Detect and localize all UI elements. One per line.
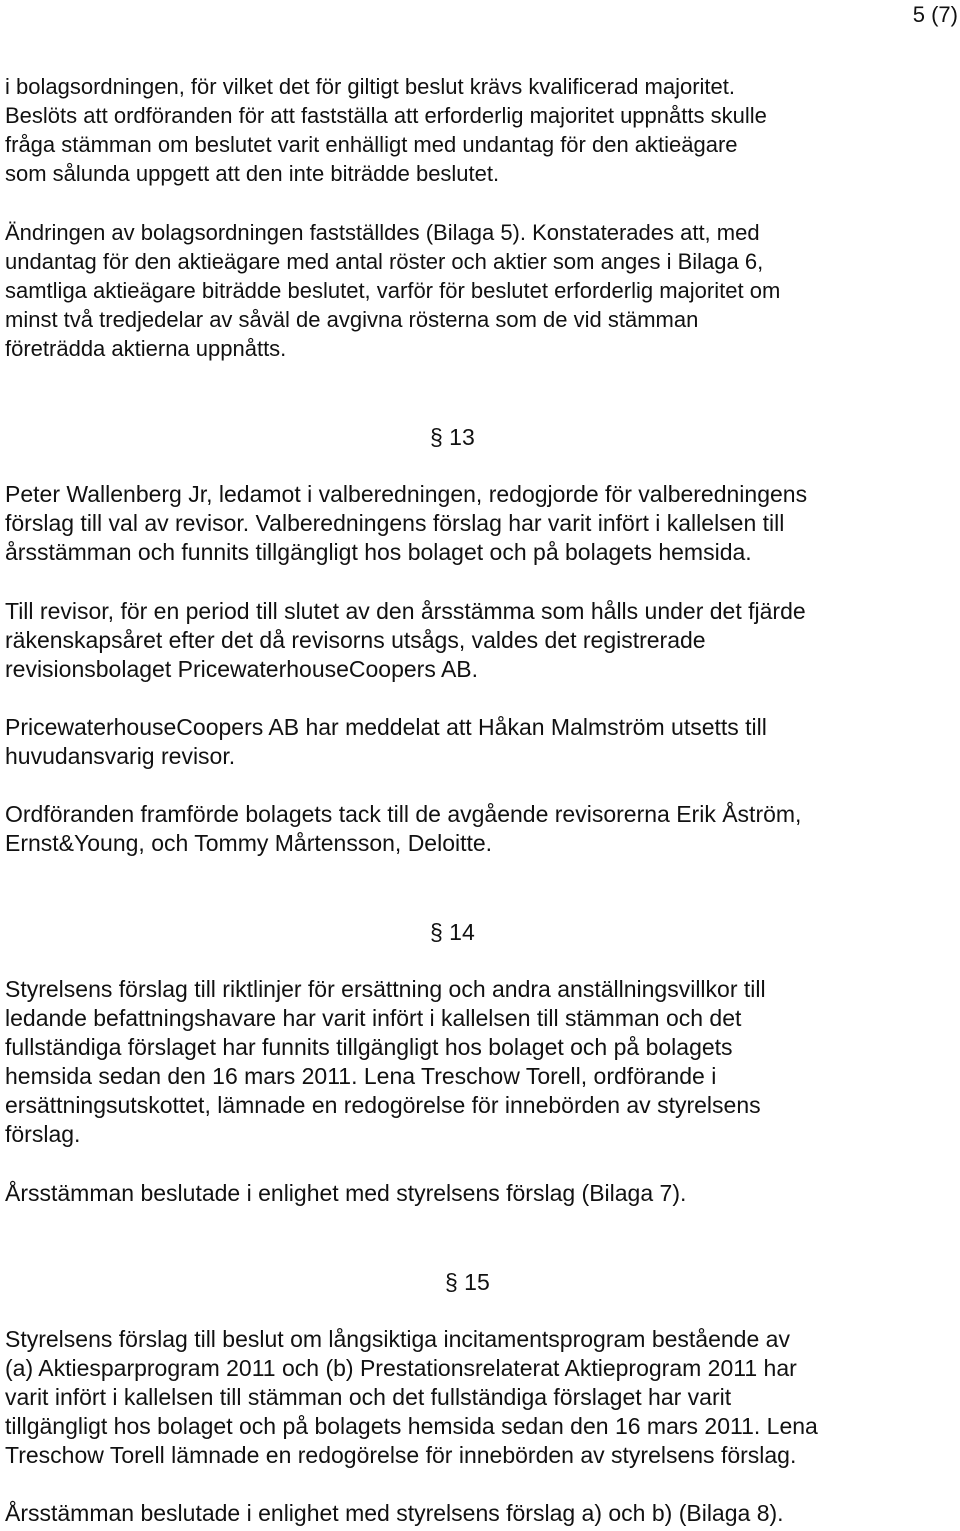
- paragraph-incentive-programs: Styrelsens förslag till beslut om långsiktiga incitamentsprogram bestående av (a) Aktiesparprogram 2011 och (b) Prestationsrelaterat Aktieprogram 2011 har varit infört i kallelsen till stämman och det fullständiga förslaget har varit tillgängligt hos bolaget och på bolagets hemsida sedan den 16 mars 2011. Lena Treschow Torell lämnade en redogörelse för innebörden av styrelsens förslag.: [5, 1326, 818, 1468]
- section-heading-13: § 13: [430, 424, 475, 450]
- paragraph-articles-amendment: Ändringen av bolagsordningen fastställdes (Bilaga 5). Konstaterades att, med undantag för den aktieägare med antal röster och aktier som anges i Bilaga 6, samtliga aktieägare biträdde beslutet, varför för beslutet erforderlig majoritet om minst två tredjedelar av såväl de avgivna rösterna som de vid stämman företrädda aktierna uppnåtts.: [5, 220, 781, 361]
- section-heading-15: § 15: [445, 1269, 490, 1295]
- section-heading-14: § 14: [430, 919, 475, 945]
- paragraph-remuneration-guidelines: Styrelsens förslag till riktlinjer för ersättning och andra anställningsvillkor till ledande befattningshavare har varit infört i kallelsen till stämman och det fullständiga förslaget har funnits tillgängligt hos bolaget och på bolagets hemsida sedan den 16 mars 2011. Lena Treschow Torell, ordförande i ersättningsutskottet, lämnade en redogörelse för innebörden av styrelsens förslag.: [5, 976, 766, 1147]
- paragraph-auditor-election: Till revisor, för en period till slutet av den årsstämma som hålls under det fjärde räkenskapsåret efter det då revisorns utsågs, valdes det registrerade revisionsbolaget PricewaterhouseCoopers AB.: [5, 598, 806, 682]
- paragraph-lead-auditor: PricewaterhouseCoopers AB har meddelat att Håkan Malmström utsetts till huvudansvarig revisor.: [5, 714, 767, 769]
- paragraph-nomination-committee: Peter Wallenberg Jr, ledamot i valberedningen, redogjorde för valberedningens förslag till val av revisor. Valberedningens förslag har varit infört i kallelsen till årsstämman och funnits tillgängligt hos bolaget och på bolagets hemsida.: [5, 481, 808, 565]
- paragraph-auditor-thanks: Ordföranden framförde bolagets tack till de avgående revisorerna Erik Åström, Ernst&Young, och Tommy Mårtensson, Deloitte.: [5, 801, 802, 856]
- paragraph-qualified-majority: i bolagsordningen, för vilket det för giltigt beslut krävs kvalificerad majoritet. Beslöts att ordföranden för att fastställa att erforderlig majoritet uppnåtts skulle fråga stämman om beslutet varit enhälligt med undantag för den aktieägare som sålunda uppgett att den inte biträdde beslutet.: [5, 74, 767, 186]
- page-number: 5 (7): [912, 2, 958, 27]
- paragraph-resolution-bilaga-7: Årsstämman beslutade i enlighet med styrelsens förslag (Bilaga 7).: [5, 1180, 687, 1206]
- paragraph-resolution-bilaga-8: Årsstämman beslutade i enlighet med styrelsens förslag a) och b) (Bilaga 8).: [5, 1500, 784, 1526]
